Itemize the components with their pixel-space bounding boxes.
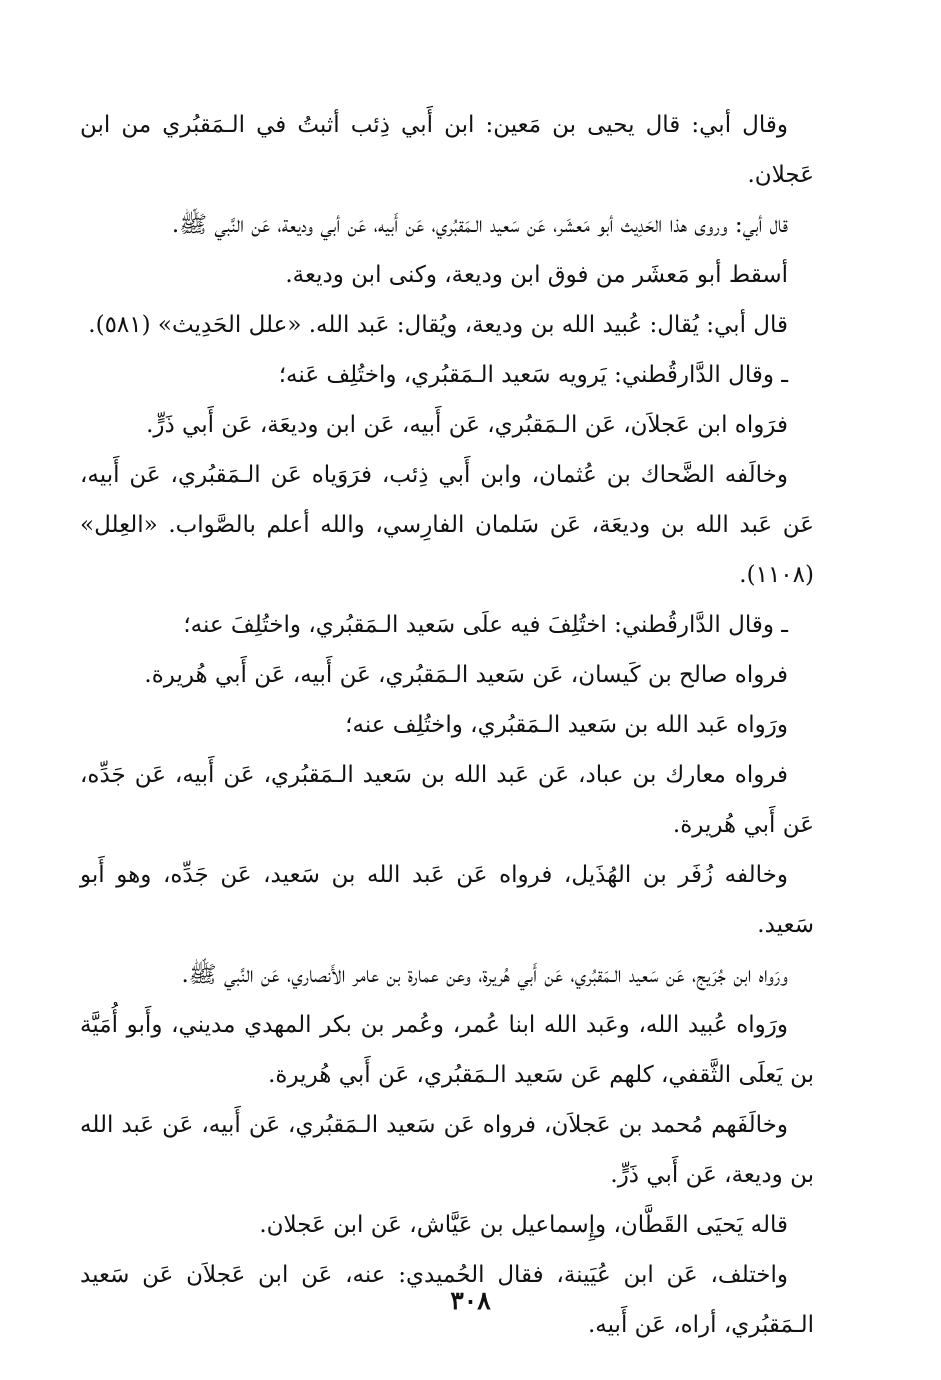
- paragraph-11: فرواه معارك بن عباد، عَن عَبد الله بن سَعيد الـمَقبُري، عَن أَبيه، عَن جَدِّه، عَن أَبي هُريرة.: [80, 762, 814, 838]
- paragraph-15: وخالَفَهم مُحمد بن عَجلاَن، فرواه عَن سَعيد الـمَقبُري، عَن أَبيه، عَن عَبد الله بن وديعة، عَن أَبي ذَرٍّ.: [80, 1112, 814, 1188]
- paragraph-6: فرَواه ابن عَجلاَن، عَن الـمَقبُري، عَن أَبيه، عَن ابن وديعَة، عَن أَبي ذَرٍّ.: [146, 412, 788, 438]
- paragraph-13: ورَواه ابن جُرَيج، عَن سَعيد الـمَقبُري، عَن أَبي هُريرة، وعن عمارة بن عامر الأَنصاري، عَن النَّبي ﷺ.: [181, 962, 788, 988]
- paragraph-12: وخالفه زُفَر بن الهُذَيل، فرواه عَن عَبد الله بن سَعيد، عَن جَدِّه، وهو أَبو سَعيد.: [80, 862, 814, 938]
- paragraph-10: ورَواه عَبد الله بن سَعيد الـمَقبُري، واختُلِف عنه؛: [345, 712, 788, 738]
- paragraph-2: قال أبي: وروى هذا الحَدِيث أبو مَعشَر، عَن سَعيد الـمَقبُري، عَن أَبيه، عَن أبي وديعة، عَن النَّبي ﷺ.: [171, 212, 788, 238]
- paragraph-9: فرواه صالح بن كَيسان، عَن سَعيد الـمَقبُري، عَن أَبيه، عَن أَبي هُريرة.: [144, 662, 788, 688]
- paragraph-3: أسقط أبو مَعشَر من فوق ابن وديعة، وكنى ابن وديعة.: [285, 262, 788, 288]
- paragraph-14: ورَواه عُبيد الله، وعَبد الله ابنا عُمر، وعُمر بن بكر المهدي مديني، وأَبو أُمَيَّة بن يَعلَى الثَّقفي، كلهم عَن سَعيد الـمَقبُري، عَن أَبي هُريرة.: [80, 1012, 814, 1088]
- paragraph-17: واختلف، عَن ابن عُيَينة، فقال الحُميدي: عنه، عَن ابن عَجلاَن عَن سَعيد الـمَقبُري، أراه، عَن أَبيه.: [80, 1262, 814, 1338]
- page-number: ٣٠٨: [450, 1286, 491, 1315]
- paragraph-7: وخالَفه الضَّحاك بن عُثمان، وابن أَبي ذِئب، فرَوَياه عَن الـمَقبُري، عَن أَبيه، عَن عَبد الله بن وديعَة، عَن سَلمان الفارِسي، والله أعلم بالصَّواب. «العِلل» (١١٠٨).: [80, 462, 814, 588]
- paragraph-1: وقال أبي: قال يحيى بن مَعين: ابن أَبي ذِئب أثبتُ في الـمَقبُري من ابن عَجلان.: [80, 112, 814, 188]
- body-text: [80, 100, 814, 1350]
- paragraph-5: ـ وقال الدَّارقُطني: يَرويه سَعيد الـمَقبُري، واختُلِف عَنه؛: [278, 362, 788, 388]
- paragraph-16: قاله يَحيَى القَطَّان، وإِسماعيل بن عَيَّاش، عَن ابن عَجلان.: [259, 1212, 788, 1238]
- paragraph-4: قال أبي: يُقال: عُبيد الله بن وديعة، ويُقال: عَبد الله. «علل الحَدِيث» (٥٨١).: [88, 312, 788, 338]
- paragraph-8: ـ وقال الدَّارقُطني: اختُلِفَ فيه علَى سَعيد الـمَقبُري، واختُلِفَ عنه؛: [183, 612, 788, 638]
